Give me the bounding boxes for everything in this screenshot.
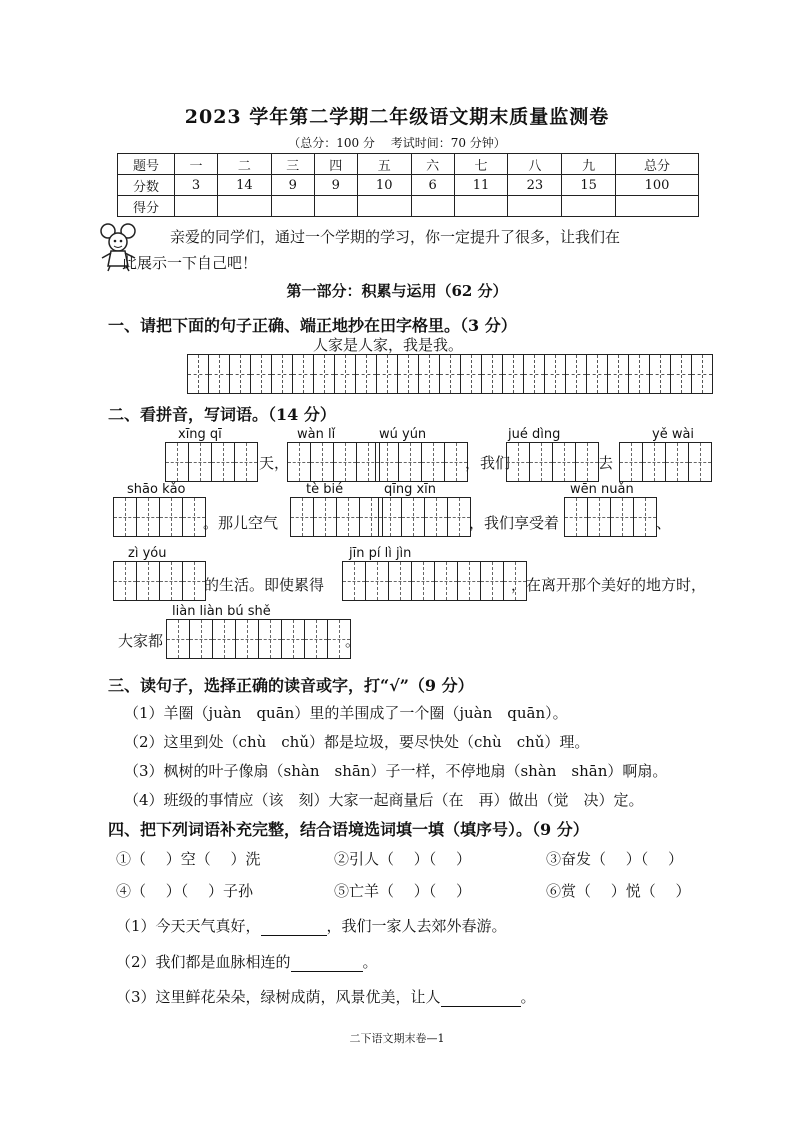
score-cell: 9	[271, 175, 314, 196]
pinyin-lianlianbushe: liàn liàn bú shě	[172, 604, 271, 619]
page-footer: 二下语文期末卷—1	[349, 1032, 445, 1045]
score-cell: 11	[454, 175, 508, 196]
score-cell: 10	[357, 175, 411, 196]
q2-text: 。	[345, 632, 361, 650]
score-cell: 五	[357, 154, 411, 175]
pinyin-yewai: yě wài	[652, 427, 695, 442]
answer-grid-jinpilijin[interactable]	[342, 561, 527, 601]
q4-s1-suffix: ，我们一家人去郊外春游。	[326, 917, 507, 935]
answer-grid-wuyun[interactable]	[375, 442, 468, 482]
q1-title: 一、请把下面的句子正确、端正地抄在田字格里。（3 分）	[108, 316, 517, 335]
score-cell: 九	[562, 154, 616, 175]
q2-text: ，我们	[465, 454, 511, 472]
score-cell: 七	[454, 154, 508, 175]
part-one-title: 第一部分：积累与运用（62 分）	[286, 282, 508, 300]
pinyin-wennuan: wēn nuǎn	[570, 482, 634, 497]
q2-text: 去	[598, 454, 614, 472]
score-cell: 三	[271, 154, 314, 175]
intro-line-1: 亲爱的同学们，通过一个学期的学习，你一定提升了很多，让我们在	[170, 228, 621, 246]
score-cell: 100	[616, 175, 699, 196]
q2-text: 的生活。即使累得	[204, 576, 325, 594]
pinyin-wuyun: wú yún	[379, 427, 427, 442]
q4-blank-1[interactable]	[261, 935, 327, 936]
q4-idiom-1[interactable]: ①（ ）空（ ）洗	[116, 850, 261, 868]
q1-sentence: 人家是人家，我是我。	[313, 336, 464, 354]
answer-grid-qingxin[interactable]	[378, 497, 471, 537]
q4-sentence-1	[116, 915, 507, 936]
q4-blank-3[interactable]	[441, 1006, 521, 1007]
q3-item-1[interactable]: （1）羊圈（juàn quān）里的羊围成了一个圈（juàn quān）。	[124, 704, 568, 722]
score-cell: 9	[314, 175, 357, 196]
score-cell: 23	[508, 175, 562, 196]
score-table	[117, 153, 699, 217]
q4-s3-suffix: 。	[520, 988, 536, 1006]
pinyin-shaokao: shāo kǎo	[127, 482, 186, 497]
score-cell: 14	[217, 175, 271, 196]
score-cell: 分数	[118, 175, 175, 196]
q4-idiom-4[interactable]: ④（ ）（ ）子孙	[116, 882, 254, 900]
score-input-cell[interactable]	[411, 196, 454, 217]
answer-grid-xingqi[interactable]	[165, 442, 258, 482]
q4-title: 四、把下列词语补充完整，结合语境选词填一填（填序号）。（9 分）	[108, 820, 589, 839]
q3-item-4[interactable]: （4）班级的事情应（该 刻）大家一起商量后（在 再）做出（觉 决）定。	[124, 791, 644, 809]
answer-grid-wanli[interactable]	[287, 442, 380, 482]
pinyin-jinpilijin: jīn pí lì jìn	[349, 546, 412, 561]
score-input-cell[interactable]	[175, 196, 218, 217]
score-earned-row	[118, 196, 699, 217]
score-input-cell[interactable]	[357, 196, 411, 217]
q2-text: 。那儿空气	[203, 514, 279, 532]
q4-idiom-5[interactable]: ⑤亡羊（ ）（ ）	[334, 882, 472, 900]
score-cell: 15	[562, 175, 616, 196]
answer-grid-lianlianbushe[interactable]	[166, 619, 351, 659]
q3-item-3[interactable]: （3）枫树的叶子像扇（shàn shān）子一样，不停地扇（shàn shān）啊扇。	[124, 762, 668, 780]
q4-sentence-2	[116, 951, 378, 972]
score-cell: 6	[411, 175, 454, 196]
answer-grid-wennuan[interactable]	[564, 497, 657, 537]
score-points-row	[118, 175, 699, 196]
q4-idiom-6[interactable]: ⑥赏（ ）悦（ ）	[546, 882, 691, 900]
q4-idiom-3[interactable]: ③奋发（ ）（ ）	[546, 850, 684, 868]
score-input-cell[interactable]	[616, 196, 699, 217]
q2-text: 、	[656, 514, 672, 532]
pinyin-ziyou: zì yóu	[128, 546, 167, 561]
q2-text: ，我们享受着	[469, 514, 560, 532]
q3-title: 三、读句子，选择正确的读音或字，打“√”（9 分）	[108, 676, 474, 695]
score-cell: 四	[314, 154, 357, 175]
score-input-cell[interactable]	[508, 196, 562, 217]
q4-s3-prefix: （3）这里鲜花朵朵，绿树成荫，风景优美，让人	[116, 988, 441, 1006]
q4-s2-prefix: （2）我们都是血脉相连的	[116, 953, 291, 971]
pinyin-wanli: wàn lǐ	[297, 427, 336, 442]
answer-grid-ziyou[interactable]	[113, 561, 206, 601]
score-input-cell[interactable]	[562, 196, 616, 217]
q4-s1-prefix: （1）今天天气真好，	[116, 917, 261, 935]
answer-grid-jueding[interactable]	[506, 442, 599, 482]
score-input-cell[interactable]	[454, 196, 508, 217]
score-cell: 一	[175, 154, 218, 175]
answer-grid-tebie[interactable]	[290, 497, 383, 537]
pinyin-tebie: tè bié	[306, 482, 344, 497]
pinyin-jueding: jué dìng	[508, 427, 561, 442]
q2-text: 天，	[259, 454, 290, 472]
score-cell: 二	[217, 154, 271, 175]
score-cell: 六	[411, 154, 454, 175]
q2-title: 二、看拼音，写词语。（14 分）	[108, 405, 336, 424]
q4-s2-suffix: 。	[362, 953, 378, 971]
q3-item-2[interactable]: （2）这里到处（chù chǔ）都是垃圾，要尽快处（chù chǔ）理。	[124, 733, 590, 751]
intro-line-2: 此展示一下自己吧！	[122, 254, 258, 272]
score-cell: 题号	[118, 154, 175, 175]
pinyin-qingxin: qīng xīn	[384, 482, 437, 497]
q4-sentence-3	[116, 986, 536, 1007]
q1-writing-grid[interactable]	[187, 354, 713, 394]
q4-idiom-2[interactable]: ②引人（ ）（ ）	[334, 850, 472, 868]
score-input-cell[interactable]	[271, 196, 314, 217]
score-cell: 3	[175, 175, 218, 196]
q4-blank-2[interactable]	[291, 971, 363, 972]
q2-text: 大家都	[118, 632, 164, 650]
answer-grid-shaokao[interactable]	[113, 497, 206, 537]
score-cell: 八	[508, 154, 562, 175]
answer-grid-yewai[interactable]	[619, 442, 712, 482]
q2-text: ，在离开那个美好的地方时，	[511, 576, 707, 594]
score-input-cell[interactable]	[314, 196, 357, 217]
score-cell: 总分	[616, 154, 699, 175]
score-header-row	[118, 154, 699, 175]
exam-subtitle: （总分：100 分 考试时间：70 分钟）	[288, 136, 506, 150]
score-input-cell[interactable]	[217, 196, 271, 217]
score-cell: 得分	[118, 196, 175, 217]
pinyin-xingqi: xīng qī	[178, 427, 222, 442]
exam-title: 2023 学年第二学期二年级语文期末质量监测卷	[184, 106, 610, 128]
